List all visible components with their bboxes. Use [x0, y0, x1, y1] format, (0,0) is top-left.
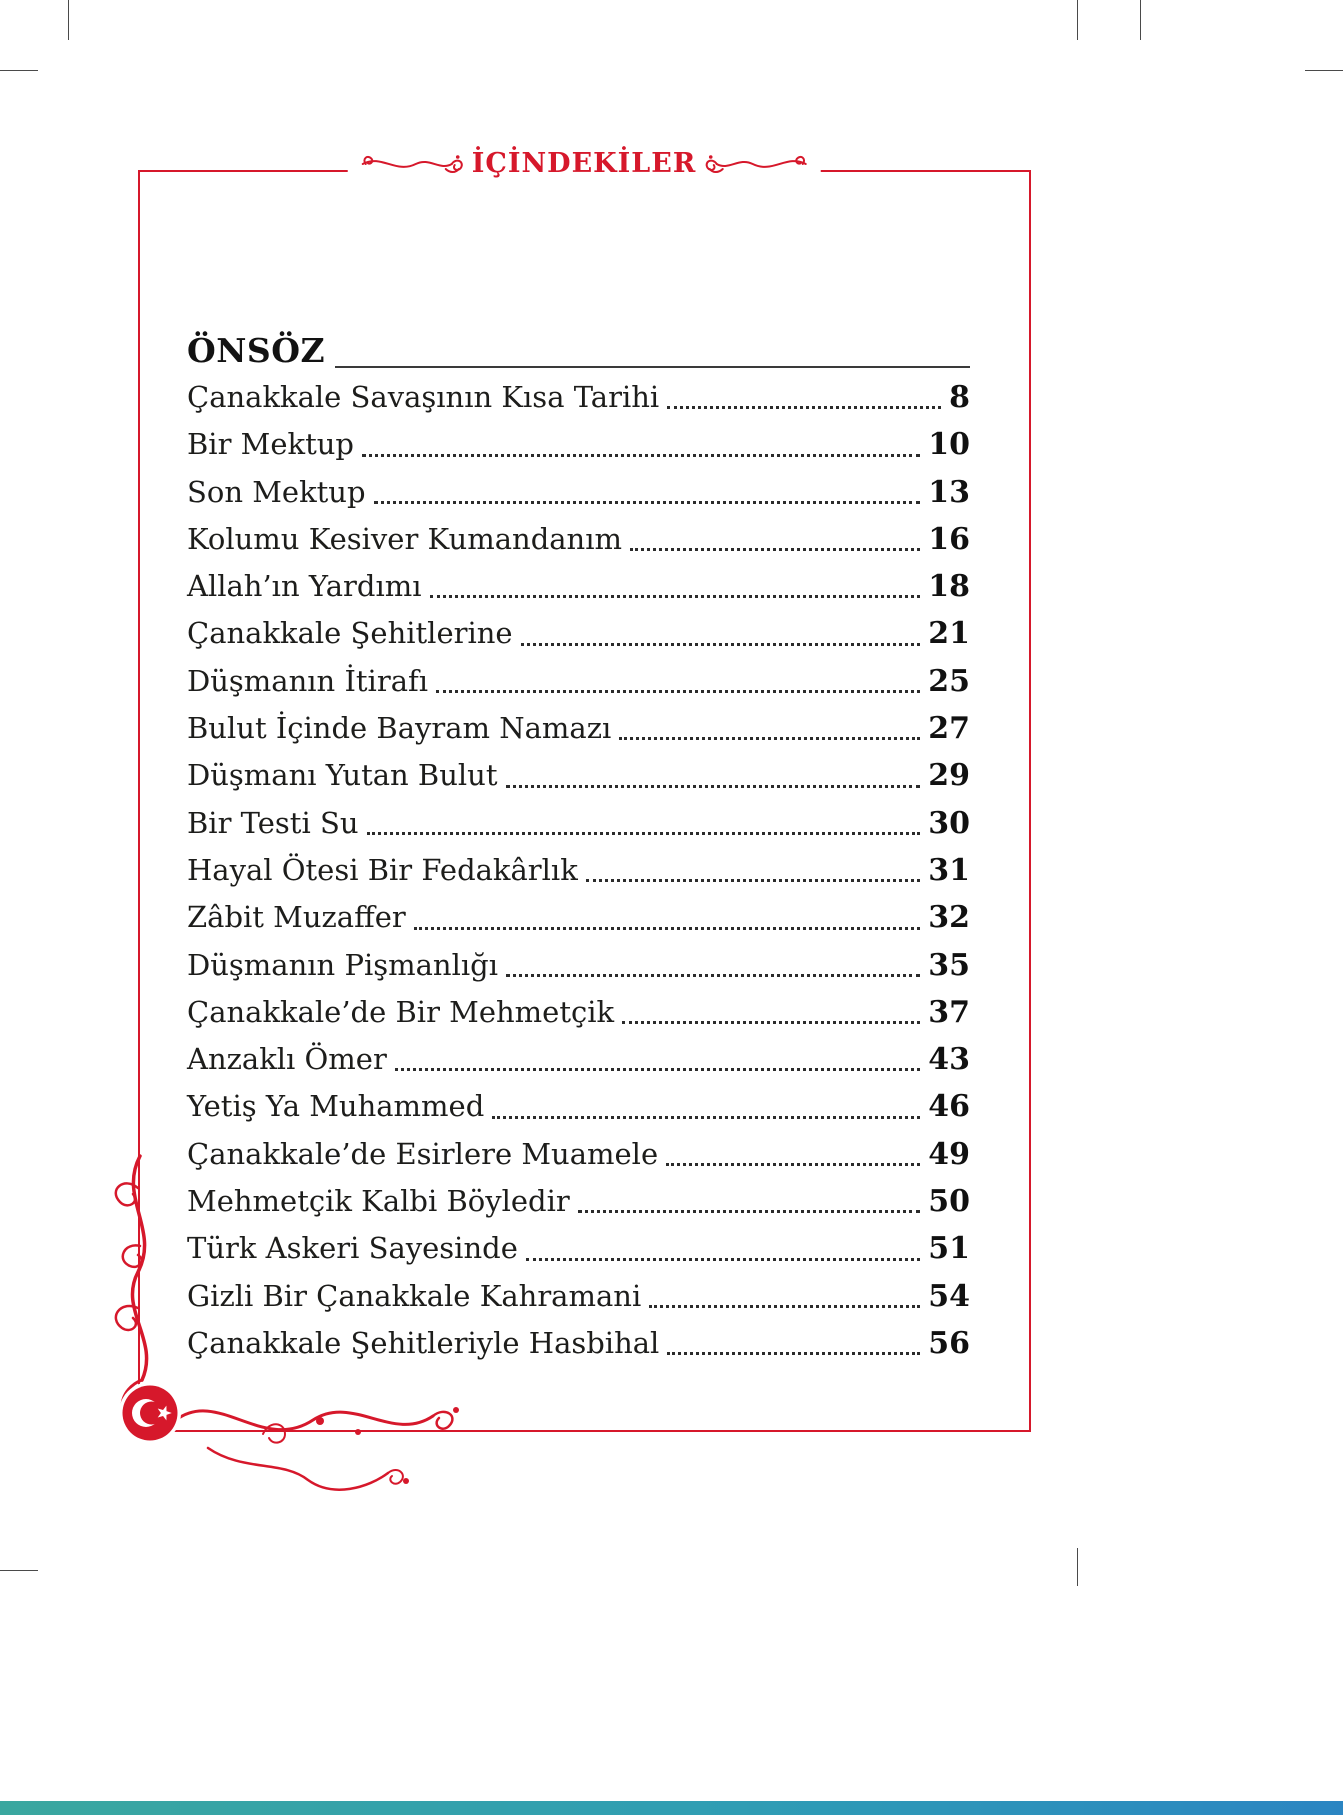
toc-entry-title: Çanakkale’de Esirlere Muamele: [187, 1136, 659, 1171]
toc-entry-page: 8: [949, 380, 970, 415]
toc-leader-dots: [586, 879, 920, 882]
toc-leader-dots: [649, 1305, 920, 1308]
toc-entry: [187, 374, 970, 421]
toc-entry-page: 32: [928, 900, 970, 936]
toc-entry-page: 46: [928, 1089, 970, 1125]
crescent-star-emblem-icon: [117, 1380, 183, 1446]
section-heading-row: [187, 330, 970, 372]
toc-entry-page: 49: [928, 1136, 970, 1172]
crop-mark-top-right-v1: [1077, 0, 1078, 40]
toc-entry-page: 25: [928, 663, 970, 699]
toc-entry-title: Bulut İçinde Bayram Namazı: [187, 711, 612, 746]
toc-entry-title: Yetiş Ya Muhammed: [187, 1089, 485, 1124]
toc-entry: [187, 894, 970, 941]
crop-mark-top-left-h: [0, 70, 38, 71]
crop-mark-top-right-v2: [1140, 0, 1141, 40]
toc-entry-title: Allah’ın Yardımı: [187, 569, 422, 604]
toc-entry-page: 37: [928, 994, 970, 1030]
toc-entry: [187, 800, 970, 847]
toc-leader-dots: [436, 690, 920, 693]
toc-entry-title: Çanakkale Şehitlerine: [187, 616, 513, 651]
toc-entry-title: Anzaklı Ömer: [187, 1042, 387, 1077]
page-header: [348, 148, 821, 179]
toc-entry-title: Bir Mektup: [187, 427, 354, 462]
corner-floral-vine-icon: [58, 1148, 478, 1508]
toc-leader-dots: [619, 737, 920, 740]
toc-entry-title: Bir Testi Su: [187, 805, 359, 840]
footer-color-bar: [0, 1801, 1343, 1815]
toc-entry-page: 51: [928, 1231, 970, 1267]
toc-entry-page: 54: [928, 1278, 970, 1314]
toc-leader-dots: [521, 643, 921, 646]
toc-leader-dots: [506, 785, 921, 788]
toc-entry-page: 29: [928, 758, 970, 794]
toc-leader-dots: [526, 1258, 920, 1261]
toc-leader-dots: [578, 1210, 921, 1213]
toc-entry: [187, 1083, 970, 1130]
toc-entry-page: 16: [928, 521, 970, 557]
toc-entry-title: Kolumu Kesiver Kumandanım: [187, 521, 622, 556]
header-flourish-right-icon: [704, 151, 808, 177]
crop-mark-top-right-h: [1305, 70, 1343, 71]
toc-leader-dots: [667, 406, 941, 409]
toc-entry-page: 50: [928, 1184, 970, 1220]
toc-entry-page: 27: [928, 711, 970, 747]
toc-entry-title: Son Mektup: [187, 474, 366, 509]
toc-entry-page: 31: [928, 852, 970, 888]
toc-entry-page: 18: [928, 569, 970, 605]
toc-leader-dots: [414, 927, 921, 930]
toc-entry: [187, 752, 970, 799]
toc-entry-page: 30: [928, 805, 970, 841]
toc-entry-title: Çanakkale Şehitleriyle Hasbihal: [187, 1325, 660, 1360]
toc-entry-page: 13: [928, 474, 970, 510]
heading-rule: [335, 366, 970, 368]
toc-entry: [187, 847, 970, 894]
toc-leader-dots: [367, 832, 921, 835]
toc-entry: [187, 469, 970, 516]
toc-entry-title: Çanakkale’de Bir Mehmetçik: [187, 994, 615, 1029]
toc-leader-dots: [630, 548, 920, 551]
toc-entry-title: Hayal Ötesi Bir Fedakârlık: [187, 852, 578, 887]
toc-entry: [187, 942, 970, 989]
toc-leader-dots: [395, 1068, 920, 1071]
toc-entry-page: 35: [928, 947, 970, 983]
toc-entry: [187, 658, 970, 705]
toc-leader-dots: [492, 1116, 920, 1119]
toc-entry-title: Gizli Bir Çanakkale Kahramani: [187, 1278, 642, 1313]
toc-entry: [187, 989, 970, 1036]
crop-mark-bottom-right-v: [1077, 1548, 1078, 1586]
page-title: İÇİNDEKİLER: [471, 148, 697, 179]
crop-mark-bottom-left-h: [0, 1570, 38, 1571]
toc-entry-title: Mehmetçik Kalbi Böyledir: [187, 1184, 570, 1219]
header-flourish-left-icon: [360, 151, 464, 177]
toc-entry-title: Zâbit Muzaffer: [187, 900, 406, 935]
toc-entry: [187, 563, 970, 610]
toc-leader-dots: [622, 1021, 920, 1024]
crop-mark-top-left-v: [68, 0, 69, 40]
toc-entry-page: 43: [928, 1042, 970, 1078]
toc-entry-title: Düşmanı Yutan Bulut: [187, 758, 498, 793]
toc-entry: [187, 610, 970, 657]
toc-entry-page: 21: [928, 616, 970, 652]
toc-leader-dots: [667, 1352, 920, 1355]
toc-entry-page: 10: [928, 427, 970, 463]
toc-leader-dots: [374, 501, 921, 504]
toc-leader-dots: [666, 1163, 920, 1166]
toc-entry: [187, 516, 970, 563]
section-heading: ÖNSÖZ: [187, 331, 326, 370]
toc-leader-dots: [362, 454, 920, 457]
toc-entry-title: Türk Askeri Sayesinde: [187, 1231, 518, 1266]
toc-leader-dots: [506, 974, 920, 977]
toc-entry: [187, 705, 970, 752]
toc-entry: [187, 1036, 970, 1083]
toc-entry: [187, 421, 970, 468]
toc-entry-page: 56: [928, 1325, 970, 1361]
toc-entry-title: Çanakkale Savaşının Kısa Tarihi: [187, 380, 660, 414]
toc-entry-title: Düşmanın İtirafı: [187, 663, 428, 698]
toc-leader-dots: [430, 595, 921, 598]
toc-entry-title: Düşmanın Pişmanlığı: [187, 947, 498, 982]
